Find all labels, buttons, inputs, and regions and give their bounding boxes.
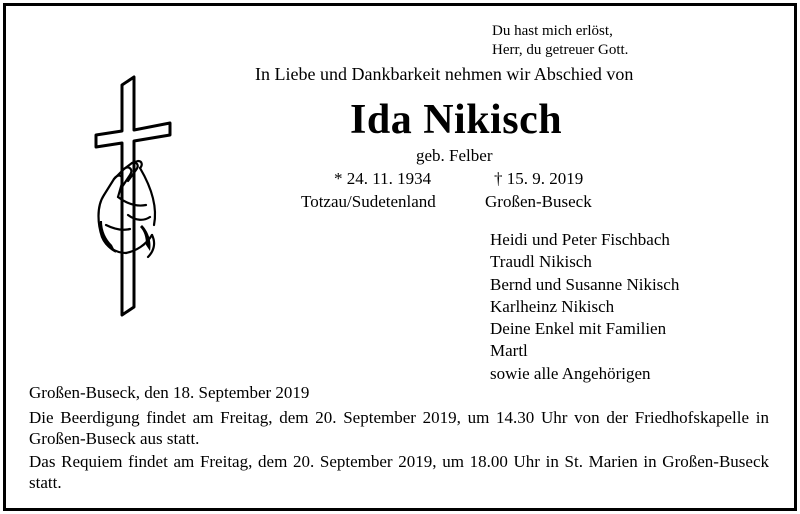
list-item: Martl [490,341,528,361]
list-item: Karlheinz Nikisch [490,296,615,316]
list-item: sowie alle Angehörigen [490,363,651,383]
birthplace: Totzau/Sudetenland [301,192,436,211]
verse-line: Herr, du getreuer Gott. [492,42,629,58]
cross-with-praying-hands-icon [92,75,182,325]
dateline: Großen-Buseck, den 18. September 2019 [29,383,310,402]
death-date: † 15. 9. 2019 [494,169,584,188]
list-item: Bernd und Susanne Nikisch [490,274,680,294]
list-item: Heidi und Peter Fischbach [490,230,670,249]
list-item: Deine Enkel mit Familien [490,319,667,339]
deceased-name: Ida Nikisch [350,97,563,143]
list-item: Traudl Nikisch [490,252,592,272]
requiem-notice: Das Requiem findet am Freitag, dem 20. September 2019, um 18.00 Uhr in St. Marien in Großen-Buseck statt. [29,452,769,492]
mourners-list [490,229,679,385]
intro-text: In Liebe und Dankbarkeit nehmen wir Abschied von [255,64,634,84]
bible-verse [492,22,628,60]
verse-line: Du hast mich erlöst, [492,23,613,39]
birth-date: * 24. 11. 1934 [334,169,432,188]
deathplace: Großen-Buseck [485,192,592,211]
funeral-notice: Die Beerdigung findet am Freitag, dem 20. September 2019, um 14.30 Uhr von der Friedhofskapelle in Großen-Buseck aus statt. [29,408,769,448]
maiden-name: geb. Felber [416,146,493,165]
